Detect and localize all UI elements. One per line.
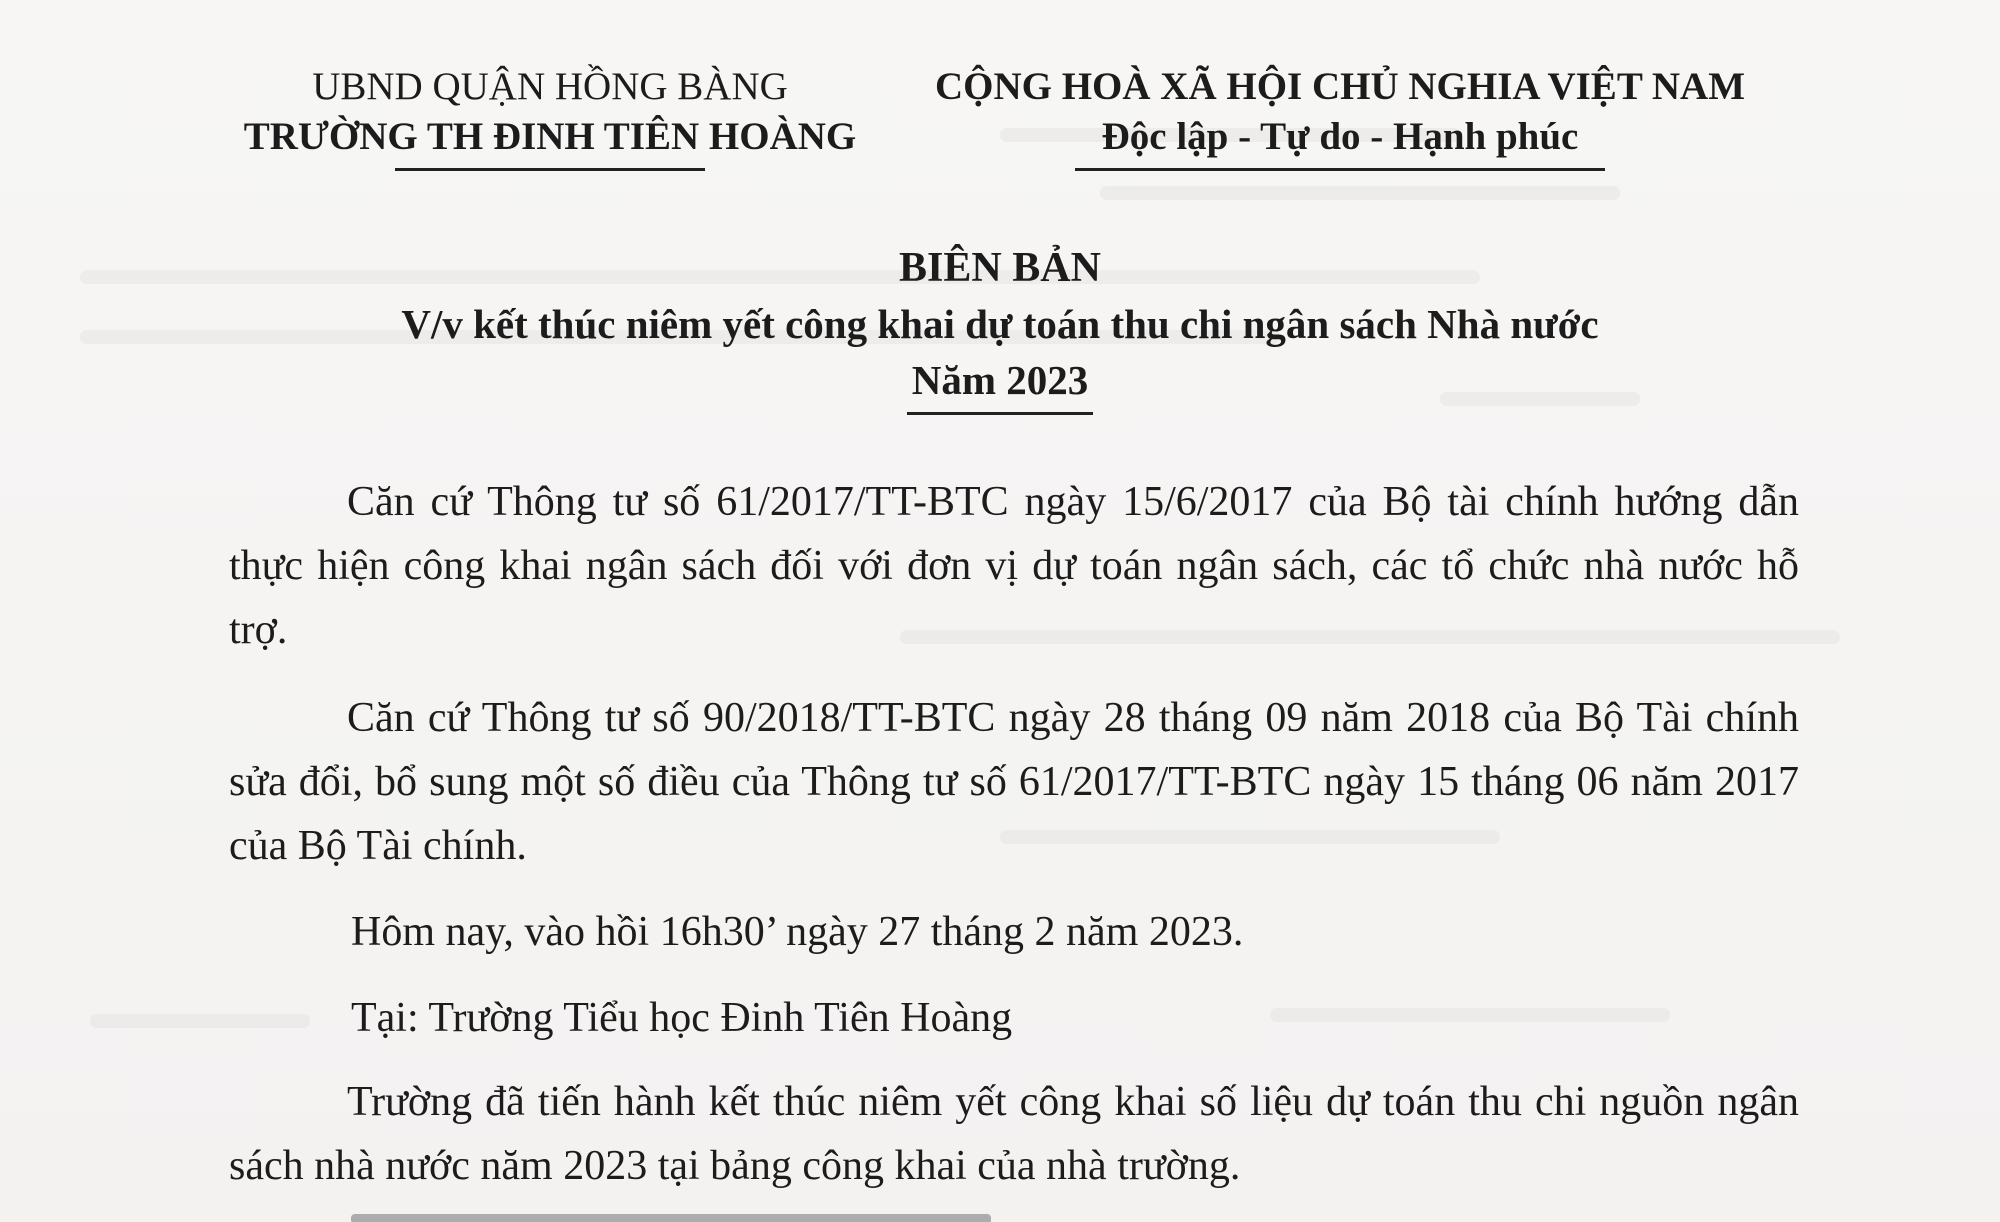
title-underline [907, 412, 1093, 415]
parent-authority: UBND QUẬN HỒNG BÀNG [312, 65, 788, 108]
motto: Độc lập - Tự do - Hạnh phúc [1101, 115, 1579, 158]
cropped-next-line [351, 1206, 991, 1222]
country-name: CỘNG HOÀ XÃ HỘI CHỦ NGHIA VIỆT NAM [934, 65, 1746, 108]
authority-underline [395, 168, 705, 171]
national-motto-header [905, 62, 1775, 171]
paragraph-legal-basis-1 [229, 470, 1799, 662]
paragraph-text: Căn cứ Thông tư số 61/2017/TT-BTC ngày 15/6/2017 của Bộ tài chính hướng dẫn thực hiện công khai ngân sách đối với đơn vị dự toán ngân sách, các tổ chức nhà nước hỗ trợ. [229, 479, 1799, 653]
meeting-time-line: Hôm nay, vào hồi 16h30’ ngày 27 tháng 2 năm 2023. [351, 909, 1244, 955]
bleed-through-mark [1100, 186, 1620, 200]
document-title-block [0, 240, 2000, 415]
paragraph-conclusion [229, 1070, 1799, 1198]
paragraph-text: Trường đã tiến hành kết thúc niêm yết công khai số liệu dự toán thu chi nguồn ngân sách nhà nước năm 2023 tại bảng công khai của nhà trường. [229, 1079, 1799, 1189]
document-title: BIÊN BẢN [899, 245, 1101, 291]
paragraph-legal-basis-2 [229, 686, 1799, 878]
bleed-through-mark [90, 1014, 310, 1028]
school-name: TRƯỜNG TH ĐINH TIÊN HOÀNG [243, 115, 857, 158]
issuing-authority-header [230, 62, 870, 171]
bleed-through-mark [1270, 1008, 1670, 1022]
paragraph-text: Căn cứ Thông tư số 90/2018/TT-BTC ngày 28 tháng 09 năm 2018 của Bộ Tài chính sửa đổi, bổ sung một số điều của Thông tư số 61/2017/TT-BTC ngày 15 tháng 06 năm 2017 của Bộ Tài chính. [229, 695, 1799, 869]
meeting-place-line: Tại: Trường Tiểu học Đinh Tiên Hoàng [351, 995, 1013, 1041]
motto-underline [1075, 168, 1605, 171]
document-year: Năm 2023 [911, 357, 1089, 403]
document-subject: V/v kết thúc niêm yết công khai dự toán thu chi ngân sách Nhà nước [401, 301, 1599, 347]
